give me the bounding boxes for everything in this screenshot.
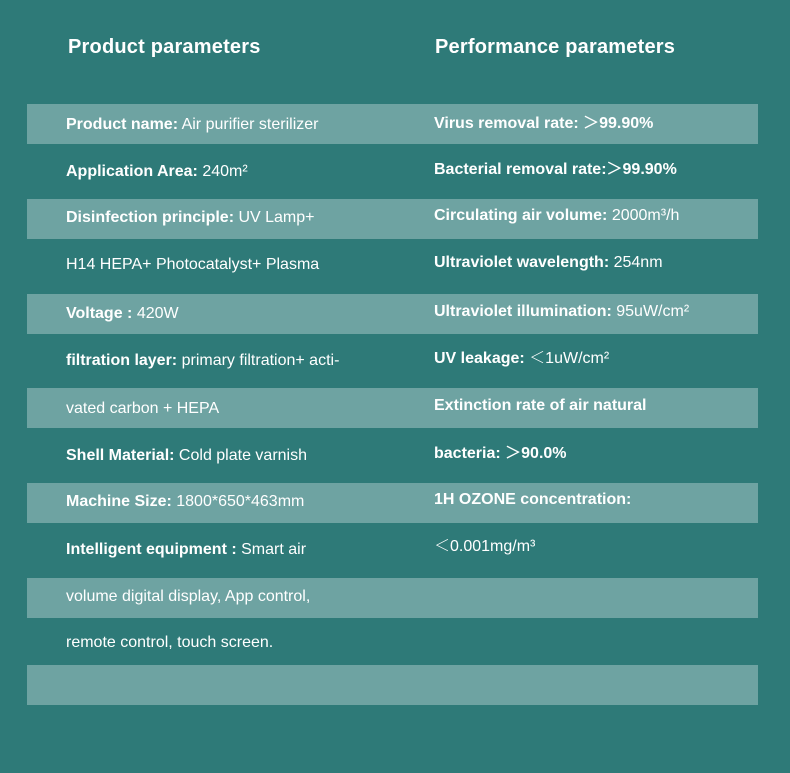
application-area-label: Application Area: [66,163,198,180]
extinction-rate-line-1 [434,396,646,416]
ozone-concentration-value: ＜0.001mg/m³ [434,538,536,555]
disinfection-principle-row [66,208,315,228]
intelligent-equipment-row [66,540,306,560]
voltage-row [66,304,179,324]
product-parameters-header: Product parameters [68,36,261,58]
ozone-concentration-label: 1H OZONE concentration: [434,491,632,508]
intelligent-equipment-label: Intelligent equipment : [66,541,237,558]
virus-removal-rate-text: Virus removal rate: ＞99.90% [434,115,654,132]
application-area-row [66,162,248,182]
filtration-layer-label: filtration layer: [66,352,178,369]
intelligent-equipment-continuation-1: volume digital display, App control, [66,588,311,605]
machine-size-value: 1800*650*463mm [171,493,305,510]
machine-size-row [66,492,304,512]
extinction-rate-line-2 [434,444,567,464]
machine-size-label: Machine Size: [66,493,172,510]
uv-leakage-value: ＜1uW/cm² [524,350,610,367]
ultraviolet-wavelength-value: 254nm [609,254,663,271]
disinfection-principle-value: UV Lamp+ [234,209,315,226]
extinction-rate-text-1: Extinction rate of air natural [434,397,647,414]
application-area-value: 240m² [197,163,248,180]
performance-parameters-header: Performance parameters [435,36,676,58]
product-name-label: Product name: [66,116,179,133]
ozone-concentration-row [434,490,631,510]
shell-material-label: Shell Material: [66,447,175,464]
uv-leakage-row [434,349,609,369]
circulating-air-volume-row [434,206,679,226]
disinfection-principle-continuation: H14 HEPA+ Photocatalyst+ Plasma [66,256,320,273]
bacterial-removal-rate [434,160,677,180]
intelligent-equipment-value: Smart air [236,541,307,558]
shell-material-row [66,446,307,466]
uv-leakage-label: UV leakage: [434,350,525,367]
ultraviolet-illumination-value: 95uW/cm² [611,303,690,320]
disinfection-principle-label: Disinfection principle: [66,209,235,226]
filtration-layer-row [66,351,339,371]
filtration-layer-continuation: vated carbon + HEPA [66,400,220,417]
product-name-row [66,115,319,135]
ultraviolet-illumination-label: Ultraviolet illumination: [434,303,612,320]
filtration-layer-value: primary filtration+ acti- [177,352,340,369]
extinction-rate-text-2: bacteria: ＞90.0% [434,445,567,462]
voltage-label: Voltage : [66,305,133,322]
intelligent-equipment-continuation-2: remote control, touch screen. [66,634,274,651]
virus-removal-rate [434,114,653,134]
ultraviolet-wavelength-label: Ultraviolet wavelength: [434,254,610,271]
circulating-air-volume-value: 2000m³/h [607,207,680,224]
bacterial-removal-rate-text: Bacterial removal rate:＞99.90% [434,161,677,178]
circulating-air-volume-label: Circulating air volume: [434,207,608,224]
voltage-value: 420W [132,305,179,322]
shell-material-value: Cold plate varnish [174,447,307,464]
product-name-value: Air purifier sterilizer [178,116,319,133]
ultraviolet-wavelength-row [434,253,663,273]
ultraviolet-illumination-row [434,302,689,322]
row-band [27,665,758,705]
